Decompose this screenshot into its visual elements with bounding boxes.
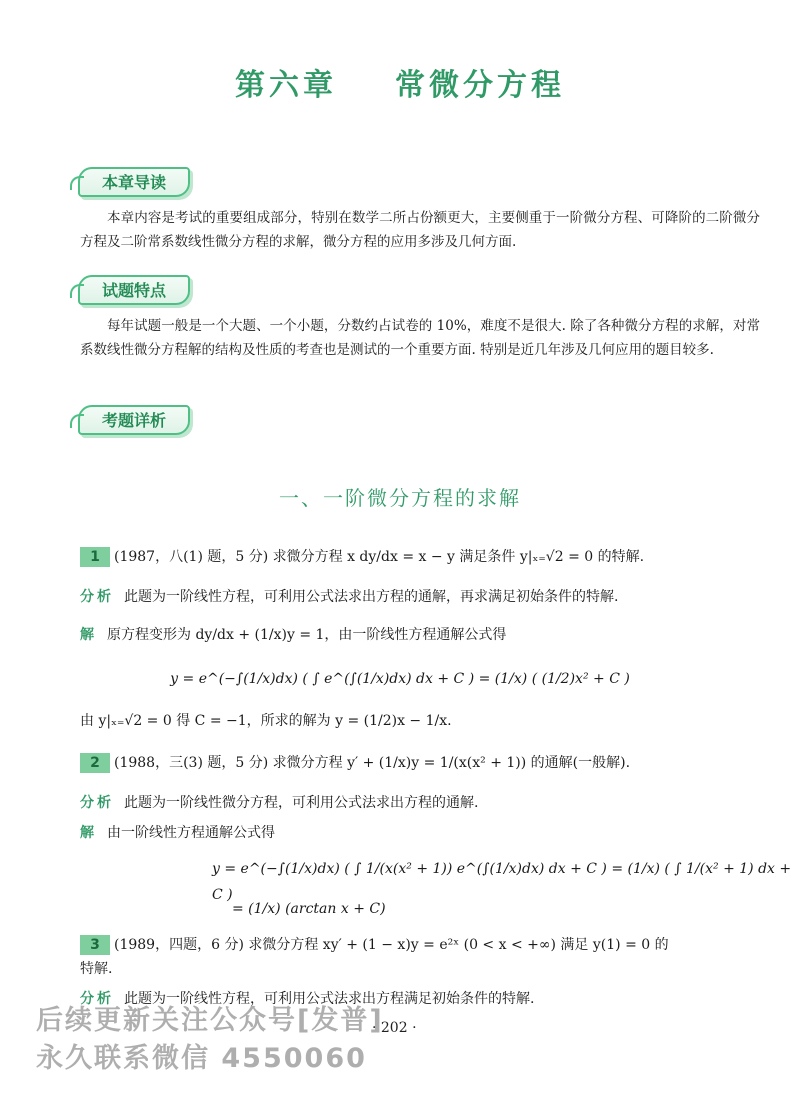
problem-2-text: (1988，三(3) 题，5 分) 求微分方程 y′ + (1/x)y = 1/(x(x² + 1)) 的通解(一般解). <box>114 755 631 771</box>
problem-1-equation: y = e^(−∫(1/x)dx) ( ∫ e^(∫(1/x)dx) dx + C ) = (1/x) ( (1/2)x² + C ) <box>170 671 630 687</box>
problem-1-text: (1987，八(1) 题，5 分) 求微分方程 x dy/dx = x − y 满足条件 y|ₓ₌√2 = 0 的特解. <box>114 549 645 565</box>
problem-2-header <box>80 752 760 774</box>
chapter-title <box>0 60 800 104</box>
page-number: · 202 · <box>372 1020 417 1036</box>
problem-3-header <box>80 934 760 956</box>
banner-guide <box>78 164 190 200</box>
problem-3-analysis-text: 此题为一阶线性方程，可利用公式法求出方程满足初始条件的特解. <box>124 991 535 1007</box>
chapter-number: 第六章 <box>235 68 337 103</box>
banner-guide-label: 本章导读 <box>102 173 167 192</box>
problem-1-analysis-text: 此题为一阶线性方程，可利用公式法求出方程的通解，再求满足初始条件的特解. <box>124 589 619 605</box>
analysis-label: 分析 <box>80 795 114 811</box>
section-title: 一、一阶微分方程的求解 <box>279 486 521 510</box>
banner-details-label: 考题详析 <box>102 411 167 430</box>
watermark-line-2: 永久联系微信 4550060 <box>36 1043 367 1074</box>
banner-features <box>78 272 190 308</box>
problem-1-analysis <box>80 586 760 608</box>
problem-2-equation-2: = (1/x) (arctan x + C) <box>232 901 386 917</box>
problem-1-conclusion: 由 y|ₓ₌√2 = 0 得 C = −1，所求的解为 y = (1/2)x − 1/x. <box>80 713 452 729</box>
problem-2-analysis <box>80 792 760 814</box>
problem-2-solution-intro: 由一阶线性方程通解公式得 <box>107 825 275 841</box>
solution-label: 解 <box>80 627 97 643</box>
problem-1-solution <box>80 624 760 646</box>
problem-1-number: 1 <box>80 547 110 567</box>
problem-2-analysis-text: 此题为一阶线性微分方程，可利用公式法求出方程的通解. <box>124 795 479 811</box>
problem-2-solution <box>80 822 760 844</box>
problem-1-header <box>80 546 760 568</box>
features-paragraph: 每年试题一般是一个大题、一个小题，分数约占试卷的 10%，难度不是很大. 除了各种微分方程的求解，对常系数线性微分方程解的结构及性质的考查也是测试的一个重要方面. 特别是近几年涉及几何应用的题目较多. <box>80 318 760 358</box>
problem-2-number: 2 <box>80 753 110 773</box>
problem-3-text: (1989，四题，6 分) 求微分方程 xy′ + (1 − x)y = e²ˣ (0 < x < +∞) 满足 y(1) = 0 的 <box>114 937 669 953</box>
watermark-line-1: 后续更新关注公众号[发普] <box>36 1005 384 1036</box>
problem-3-header-cont: 特解. <box>80 961 113 977</box>
chapter-name: 常微分方程 <box>395 68 565 103</box>
analysis-label: 分析 <box>80 589 114 605</box>
banner-details <box>78 402 190 438</box>
problem-3-number: 3 <box>80 935 110 955</box>
analysis-label: 分析 <box>80 991 114 1007</box>
guide-paragraph: 本章内容是考试的重要组成部分，特别在数学二所占份额更大，主要侧重于一阶微分方程、可降阶的二阶微分方程及二阶常系数线性微分方程的求解，微分方程的应用多涉及几何方面. <box>80 210 760 250</box>
banner-features-label: 试题特点 <box>102 281 167 300</box>
problem-1-solution-intro: 原方程变形为 dy/dx + (1/x)y = 1，由一阶线性方程通解公式得 <box>107 627 507 643</box>
solution-label: 解 <box>80 825 97 841</box>
problem-2-equation-1: y = e^(−∫(1/x)dx) ( ∫ 1/(x(x² + 1)) e^(∫(1/x)dx) dx + C ) = (1/x) ( ∫ 1/(x² + 1) dx + C ) <box>212 861 792 903</box>
